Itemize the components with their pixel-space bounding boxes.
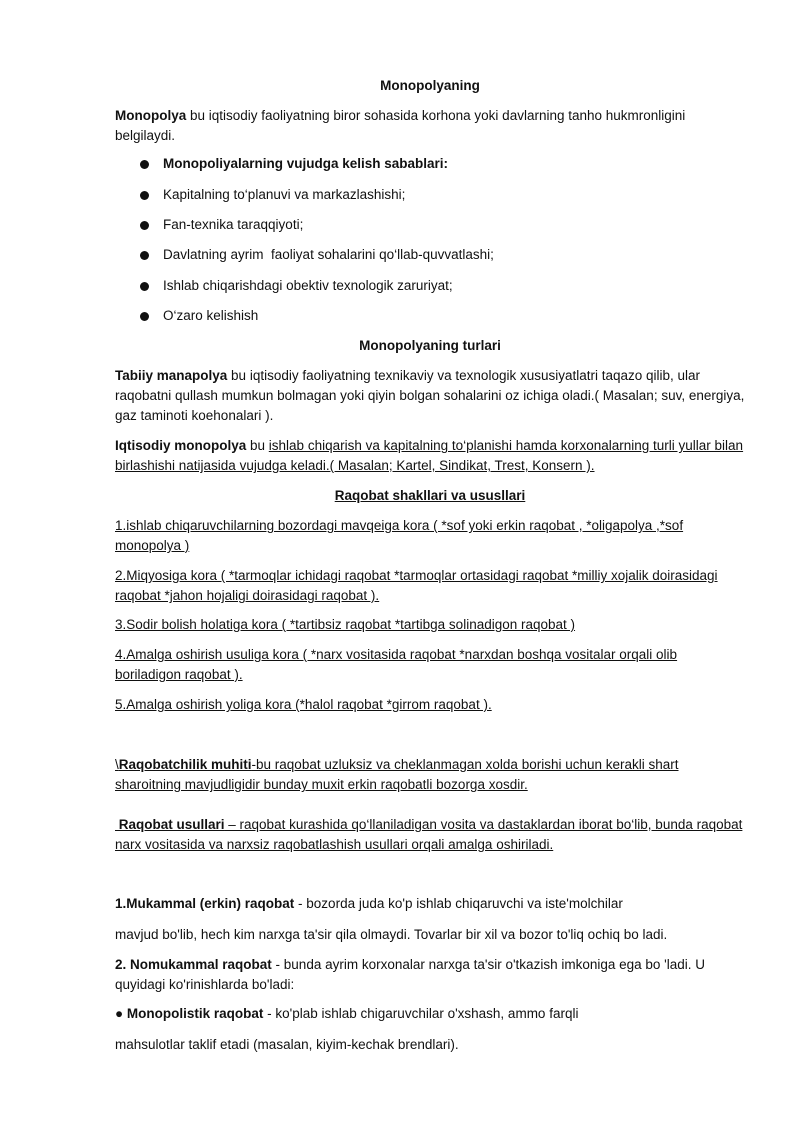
page-title: Monopolyaning: [380, 78, 480, 93]
section-heading-types: Monopolyaning turlari: [359, 338, 501, 353]
muhit-term: Raqobatchilik muhiti: [118, 757, 252, 772]
intro-paragraph: [115, 106, 745, 146]
tabiiy-paragraph: [115, 366, 745, 426]
bullet-text: Ishlab chiqarishdagi obektiv texnologik zaruriyat;: [163, 278, 453, 293]
muhit-prefix: \: [115, 757, 119, 772]
monopolistik-prefix: ●: [115, 1006, 127, 1021]
raqobat-item: 3.Sodir bolish holatiga kora ( *tartibsiz raqobat *tartibga solinadigon raqobat ): [115, 617, 576, 632]
monopolistik-text: - ko'plab ishlab chigaruvchilar o'xshash, ammo farqli: [263, 1006, 579, 1021]
mukammal-text: - bozorda juda ko'p ishlab chiqaruvchi va iste'molchilar: [294, 896, 623, 911]
tabiiy-term: Tabiiy manapolya: [115, 368, 228, 383]
usullari-paragraph: [115, 815, 745, 855]
nomukammal-text: - bunda ayrim korxonalar narxga ta'sir o'tkazish imkoniga ega bo 'ladi. U quyidagi ko'rinishlarda bo'ladi:: [115, 957, 705, 992]
bullet-icon: [140, 191, 149, 200]
bullet-icon: [140, 251, 149, 260]
mukammal-term: 1.Mukammal (erkin) raqobat: [115, 896, 295, 911]
tabiiy-text: bu iqtisodiy faoliyatning texnikaviy va texnologik xususiyatlatri taqazo qilib, ular raqobatni qullash mumkun bolmagan yoki qiyin bolgan sohalarini oz ichiga oladi.( Masalan; suv, energiya, gaz taminoti koehonalari ).: [115, 368, 745, 423]
bullet-icon: [140, 282, 149, 291]
monopolistik-paragraph: [115, 1004, 745, 1024]
section-heading-raqobat: Raqobat shakllari va ususllari: [334, 488, 526, 503]
iqtisodiy-text: ishlab chiqarish va kapitalning to‘planishi hamda korxonalarning turli yullar bilan birlashishi natijasida vujudga keladi.( Masalan; Kartel, Sindikat, Trest, Konsern ).: [115, 438, 744, 473]
iqtisodiy-paragraph: [115, 436, 745, 476]
nomukammal-term: 2. Nomukammal raqobat: [115, 957, 272, 972]
raqobat-item: 1.ishlab chiqaruvchilarning bozordagi mavqeiga kora ( *sof yoki erkin raqobat , *oligapolya ,*sof monopolya ): [115, 518, 684, 553]
bullet-text: Kapitalning to‘planuvi va markazlashishi;: [163, 187, 406, 202]
bullet-icon: [140, 160, 149, 169]
intro-text: bu iqtisodiy faoliyatning biror sohasida korhona yoki davlarning tanho hukmronligini belgilaydi.: [115, 108, 686, 143]
bullet-icon: [140, 312, 149, 321]
raqobat-item: 5.Amalga oshirish yoliga kora (*halol raqobat *girrom raqobat ).: [115, 697, 492, 712]
iqtisodiy-term: Iqtisodiy monopolya: [115, 438, 247, 453]
usullari-text: – raqobat kurashida qo‘llaniladigan vosita va dastaklardan iborat bo‘lib, bunda raqobat narx vositasida va narxsiz raqobatlashish usullari orqali amalga oshiriladi.: [115, 817, 743, 852]
iqtisodiy-plain: bu: [246, 438, 269, 453]
bullet-text: Monopoliyalarning vujudga kelish sabablari:: [163, 156, 449, 171]
raqobat-item: 4.Amalga oshirish usuliga kora ( *narx vositasida raqobat *narxdan boshqa vositalar orqali olib boriladigon raqobat ).: [115, 647, 678, 682]
bullet-text: Fan-texnika taraqqiyoti;: [163, 217, 304, 232]
monopolistik-line2: mahsulotlar taklif etadi (masalan, kiyim-kechak brendlari).: [115, 1037, 459, 1052]
bullet-text: Davlatning ayrim faoliyat sohalarini qo‘llab-quvvatlashi;: [163, 247, 494, 262]
intro-term: Monopolya: [115, 108, 187, 123]
muhit-paragraph: [115, 755, 745, 795]
mukammal-line2: mavjud bo'lib, hech kim narxga ta'sir qila olmaydi. Tovarlar bir xil va bozor to'liq ochiq bo ladi.: [115, 927, 668, 942]
monopolistik-term: Monopolistik raqobat: [126, 1006, 264, 1021]
nomukammal-paragraph: [115, 955, 745, 995]
bullet-icon: [140, 221, 149, 230]
usullari-term: Raqobat usullari: [115, 817, 225, 832]
muhit-text: -bu raqobat uzluksiz va cheklanmagan xolda borishi uchun kerakli shart sharoitning mavjudligidir bunday muxit erkin raqobatli bozorga xosdir.: [115, 757, 679, 792]
mukammal-paragraph: [115, 894, 745, 914]
raqobat-item: 2.Miqyosiga kora ( *tarmoqlar ichidagi raqobat *tarmoqlar ortasidagi raqobat *milliy xojalik doirasidagi raqobat *jahon hojaligi doirasidagi raqobat ).: [115, 568, 718, 603]
bullet-text: O‘zaro kelishish: [163, 308, 259, 323]
